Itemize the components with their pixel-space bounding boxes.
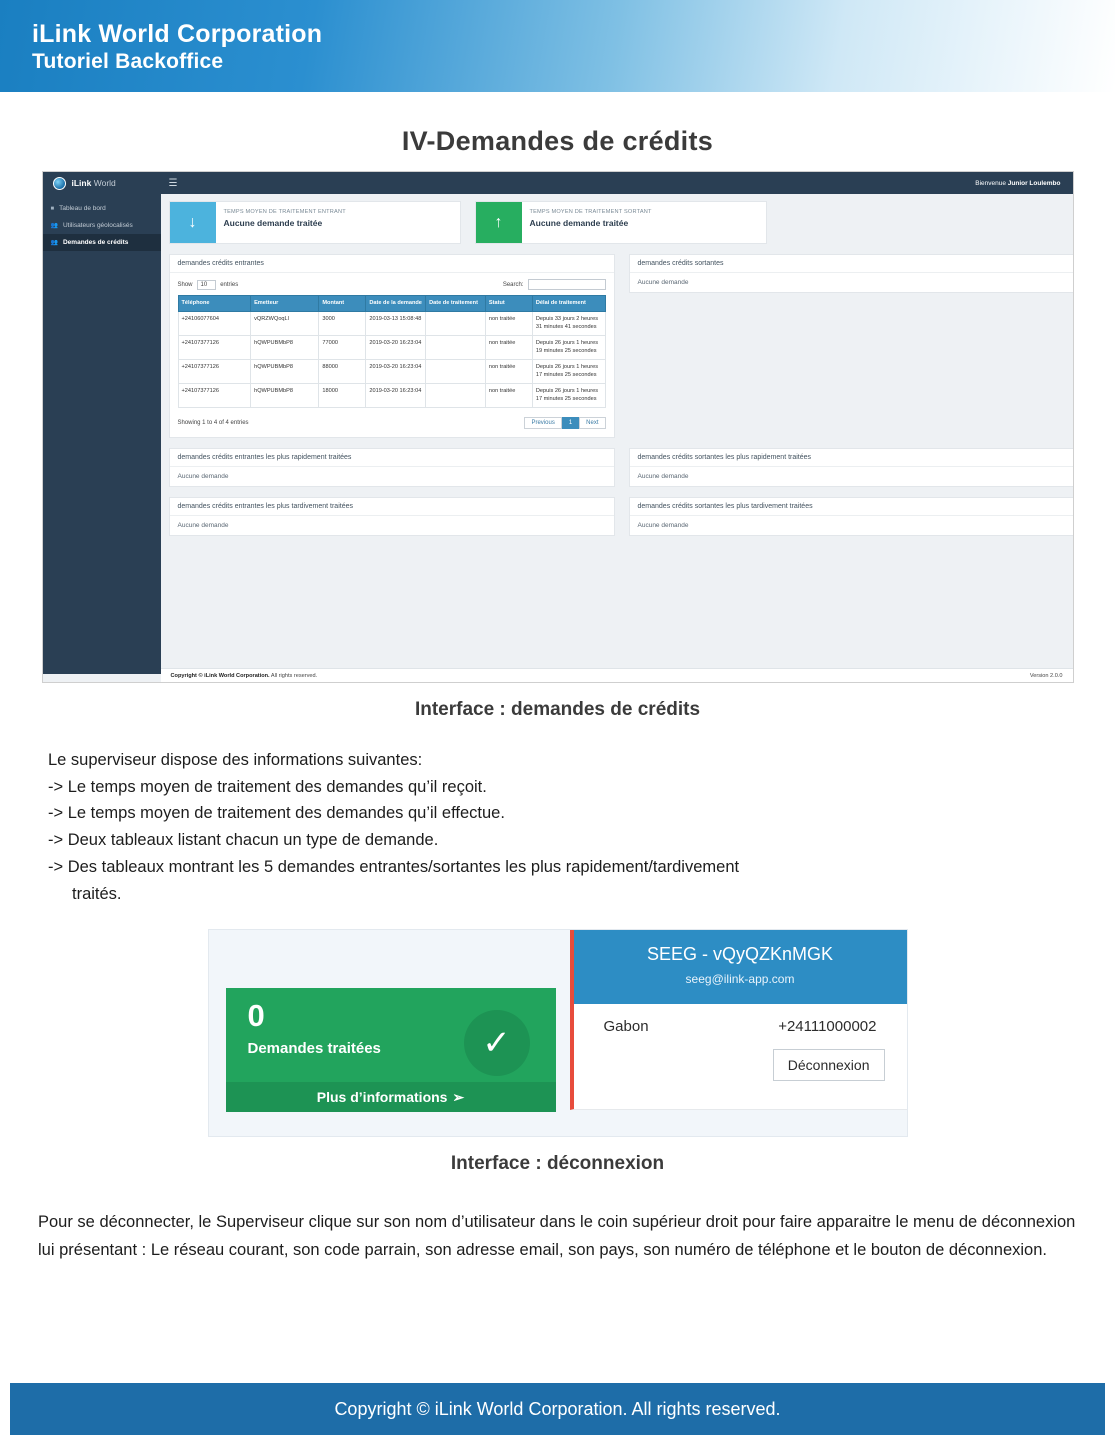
cell-amount: 77000 <box>319 336 366 360</box>
cell-status: non traitée <box>485 311 532 335</box>
panel-title: demandes crédits sortantes les plus tardivement traitées <box>630 498 1074 516</box>
slowest-panels-row <box>169 497 1074 536</box>
logout-screenshot <box>208 929 908 1137</box>
app-footer-copyright-bold: Copyright © iLink World Corporation. <box>170 672 270 679</box>
processed-requests-card <box>226 988 556 1112</box>
entries-select-value: 10 <box>200 281 208 288</box>
cell-request-date: 2019-03-20 16:23:04 <box>366 384 426 408</box>
cell-sender: hQWPUBMbP8 <box>251 384 319 408</box>
cell-sender: hQWPUBMbP8 <box>251 336 319 360</box>
show-label: Show <box>177 281 193 288</box>
cell-amount: 18000 <box>319 384 366 408</box>
table-tools <box>178 279 606 290</box>
cell-delay: Depuis 26 jours 1 heures 17 minutes 25 secondes <box>532 360 605 384</box>
bullet-item: -> Le temps moyen de traitement des demandes qu’il effectue. <box>48 804 505 823</box>
table-header-row <box>178 296 605 312</box>
description-paragraph-2: Pour se déconnecter, le Superviseur clique sur son nom d’utilisateur dans le coin supérieur droit pour faire apparaitre le menu de déconnexion lui présentant : Le réseau courant, son code parrain, son adresse email, son pays, son numéro de téléphone et le bouton de déconnexion. <box>38 1213 1076 1259</box>
column-header-request-date[interactable]: Date de la demande <box>366 296 426 312</box>
sidebar-item-credits[interactable] <box>43 234 161 251</box>
entries-label: entries <box>220 281 239 288</box>
kpi-value: Aucune demande traitée <box>529 218 629 228</box>
brand-subtitle: Tutoriel Backoffice <box>32 49 224 73</box>
sidebar-item-users[interactable] <box>43 217 161 234</box>
panel-empty-message: Aucune demande <box>177 473 229 481</box>
cell-delay: Depuis 26 jours 1 heures 17 minutes 25 secondes <box>532 384 605 408</box>
user-email: seeg@ilink-app.com <box>685 972 795 987</box>
sidebar-item-label: Tableau de bord <box>59 205 106 212</box>
panel-empty-message: Aucune demande <box>637 279 689 286</box>
kpi-row <box>169 201 1074 244</box>
processed-count: 0 <box>247 998 265 1034</box>
table-row <box>178 336 605 360</box>
panel-title: demandes crédits sortantes <box>630 255 1074 273</box>
cell-request-date: 2019-03-13 15:08:48 <box>366 311 426 335</box>
cell-sender: vQRZWQoqLl <box>251 311 319 335</box>
kpi-outgoing <box>475 201 767 244</box>
arrow-up-icon: ↑ <box>476 202 522 243</box>
fastest-panels-row <box>169 448 1074 487</box>
arrow-down-icon: ↓ <box>170 202 216 243</box>
kpi-incoming <box>169 201 461 244</box>
column-header-process-date[interactable]: Date de traitement <box>426 296 486 312</box>
description-paragraph-1 <box>48 747 1115 907</box>
cell-phone: +24107377126 <box>178 384 251 408</box>
welcome-label[interactable] <box>975 180 1072 187</box>
bullet-item: -> Des tableaux montrant les 5 demandes entrantes/sortantes les plus rapidement/tardivement <box>48 857 740 876</box>
outgoing-fastest-panel <box>629 448 1074 487</box>
panel-empty-message: Aucune demande <box>637 522 689 530</box>
credits-icon: 👥 <box>50 240 58 246</box>
country-label: Gabon <box>603 1018 649 1036</box>
screenshot-caption-1: Interface : demandes de crédits <box>414 699 701 720</box>
cell-amount: 3000 <box>319 311 366 335</box>
table-row <box>178 311 605 335</box>
outgoing-credits-panel <box>629 254 1074 293</box>
column-header-amount[interactable]: Montant <box>319 296 366 312</box>
users-icon: 👥 <box>50 223 58 229</box>
sidebar-item-label: Demandes de crédits <box>62 239 129 246</box>
cell-status: non traitée <box>485 360 532 384</box>
cell-status: non traitée <box>485 384 532 408</box>
app-logo[interactable] <box>43 177 161 190</box>
search-label: Search: <box>502 281 524 288</box>
cell-request-date: 2019-03-20 16:23:04 <box>366 336 426 360</box>
pagination <box>524 417 605 429</box>
app-footer-copyright <box>171 673 318 679</box>
page-title: IV-Demandes de crédits <box>401 126 714 156</box>
welcome-username: Junior Loulembo <box>1007 179 1061 187</box>
panel-title: demandes crédits entrantes <box>170 255 614 273</box>
showing-entries-label: Showing 1 to 4 of 4 entries <box>177 420 249 427</box>
cell-phone: +24106077604 <box>178 311 251 335</box>
cell-status: non traitée <box>485 336 532 360</box>
cell-process-date <box>426 311 486 335</box>
more-info-button[interactable] <box>226 1082 556 1112</box>
dashboard-screenshot <box>42 171 1074 683</box>
panel-title: demandes crédits entrantes les plus tardivement traitées <box>170 498 614 516</box>
next-page-button[interactable]: Next <box>579 417 605 429</box>
cell-phone: +24107377126 <box>178 336 251 360</box>
table-row <box>178 360 605 384</box>
table-footer <box>178 417 606 429</box>
entries-select[interactable] <box>197 280 217 290</box>
home-icon: ■ <box>50 205 55 212</box>
previous-page-button[interactable]: Previous <box>524 417 561 429</box>
incoming-credits-panel <box>169 254 615 438</box>
panel-empty-message: Aucune demande <box>637 473 689 481</box>
cell-process-date <box>426 360 486 384</box>
bullet-item: -> Deux tableaux listant chacun un type de demande. <box>48 831 439 850</box>
page-1-button[interactable]: 1 <box>562 417 579 429</box>
cell-amount: 88000 <box>319 360 366 384</box>
processed-label: Demandes traitées <box>247 1040 381 1058</box>
incoming-credits-table <box>178 295 606 408</box>
hamburger-icon[interactable]: ☰ <box>168 177 178 189</box>
brand-title: iLink World Corporation <box>32 20 323 48</box>
app-footer-version: Version 2.0.0 <box>1029 672 1063 679</box>
phone-number: +24111000002 <box>778 1018 877 1036</box>
paragraph-intro: Le superviseur dispose des informations suivantes: <box>48 751 423 769</box>
sidebar-item-dashboard[interactable] <box>43 200 161 217</box>
cell-delay: Depuis 26 jours 1 heures 19 minutes 25 secondes <box>532 336 605 360</box>
cell-sender: hQWPUBMbP8 <box>251 360 319 384</box>
panel-title: demandes crédits entrantes les plus rapidement traitées <box>170 449 614 467</box>
incoming-fastest-panel <box>169 448 615 487</box>
globe-icon <box>53 177 66 190</box>
more-info-label: Plus d’informations <box>316 1089 448 1106</box>
app-logo-light: World <box>93 178 116 188</box>
arrow-right-circle-icon: ➢ <box>452 1088 465 1105</box>
column-header-phone[interactable]: Téléphone <box>178 296 251 312</box>
cell-process-date <box>426 336 486 360</box>
column-header-sender[interactable]: Emetteur <box>251 296 319 312</box>
check-icon: ✓ <box>464 1010 530 1076</box>
panel-empty-message: Aucune demande <box>177 522 229 530</box>
cell-delay: Depuis 33 jours 2 heures 31 minutes 41 secondes <box>532 311 605 335</box>
outgoing-slowest-panel <box>629 497 1074 536</box>
app-footer-copyright-rest: All rights reserved. <box>269 672 318 679</box>
logout-menu-header <box>574 930 907 1004</box>
search-input[interactable] <box>528 279 606 290</box>
page-header-banner <box>0 0 1115 92</box>
table-row <box>178 384 605 408</box>
kpi-label: TEMPS MOYEN DE TRAITEMENT ENTRANT <box>223 209 346 215</box>
screenshot-caption-2: Interface : déconnexion <box>450 1153 665 1175</box>
app-content <box>161 194 1074 674</box>
page-footer-banner: Copyright © iLink World Corporation. All rights reserved. <box>10 1383 1105 1435</box>
bullet-item-continuation: traités. <box>72 884 122 903</box>
app-footer <box>161 668 1073 682</box>
network-name: SEEG - vQyQZKnMGK <box>646 944 834 965</box>
logout-button[interactable]: Déconnexion <box>773 1049 885 1081</box>
app-logo-text <box>72 178 116 188</box>
column-header-status[interactable]: Statut <box>485 296 532 312</box>
cell-phone: +24107377126 <box>178 360 251 384</box>
logout-menu <box>570 930 907 1110</box>
welcome-prefix: Bienvenue <box>975 179 1008 187</box>
main-panels <box>169 254 1074 438</box>
column-header-delay[interactable]: Délai de traitement <box>532 296 605 312</box>
app-topbar <box>43 172 1073 194</box>
logout-details-row <box>574 1004 907 1035</box>
incoming-slowest-panel <box>169 497 615 536</box>
sidebar-item-label: Utilisateurs géolocalisés <box>62 222 133 229</box>
app-logo-bold: iLink <box>71 178 92 188</box>
cell-request-date: 2019-03-20 16:23:04 <box>366 360 426 384</box>
app-sidebar <box>43 194 161 674</box>
kpi-value: Aucune demande traitée <box>223 218 323 228</box>
kpi-label: TEMPS MOYEN DE TRAITEMENT SORTANT <box>529 209 652 215</box>
cell-process-date <box>426 384 486 408</box>
bullet-item: -> Le temps moyen de traitement des demandes qu’il reçoit. <box>48 777 487 796</box>
app-body <box>43 194 1073 674</box>
panel-title: demandes crédits sortantes les plus rapidement traitées <box>630 449 1074 467</box>
